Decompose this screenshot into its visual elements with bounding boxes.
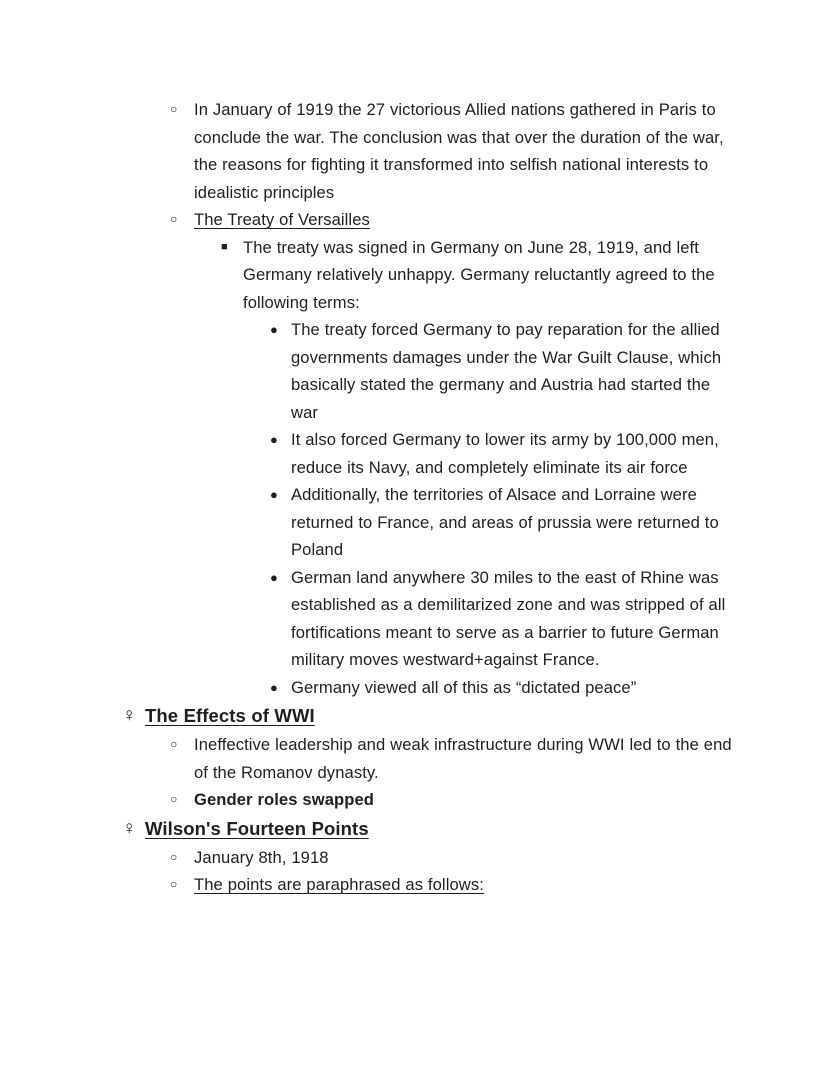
outline-bullet-text: The points are paraphrased as follows: <box>194 875 484 894</box>
outline-bullet-text: German land anywhere 30 miles to the east of Rhine was established as a demilitarized zone and was stripped of all fortifications meant to serve as a barrier to future German military moves westward+against France. <box>291 567 726 669</box>
outline-bullet-text: In January of 1919 the 27 victorious Allied nations gathered in Paris to conclude the war. The conclusion was that over the duration of the war, the reasons for fighting it transformed into selfish national interests to idealistic principles <box>194 100 724 202</box>
outline-heading-text: Wilson's Fourteen Points <box>145 817 369 839</box>
outline-bullet-row <box>0 234 828 317</box>
circle-bullet-icon: ○ <box>170 102 178 116</box>
outline-bullet-text: The Treaty of Versailles <box>194 210 370 229</box>
outline-bullet-row <box>0 786 828 814</box>
outline-bullet-text: Gender roles swapped <box>194 790 374 809</box>
outline-bullet-row <box>0 96 828 206</box>
notes-outline <box>0 96 828 899</box>
outline-bullet-row <box>0 206 828 234</box>
outline-bullet-row <box>0 564 828 674</box>
circle-bullet-icon: ○ <box>170 792 178 806</box>
outline-bullet-row <box>0 316 828 426</box>
outline-heading-row <box>0 701 828 731</box>
circle-bullet-icon: ○ <box>170 737 178 751</box>
square-bullet-icon: ■ <box>221 240 228 253</box>
outline-bullet-text: Ineffective leadership and weak infrastructure during WWI led to the end of the Romanov dynasty. <box>194 735 732 782</box>
disc-bullet-icon: ● <box>270 322 278 337</box>
outline-bullet-row <box>0 426 828 481</box>
outline-bullet-row <box>0 844 828 872</box>
disc-bullet-icon: ● <box>270 432 278 447</box>
circle-bullet-icon: ○ <box>170 849 178 864</box>
disc-bullet-icon: ● <box>270 679 278 695</box>
outline-bullet-row <box>0 731 828 786</box>
circle-bullet-icon: ○ <box>170 212 178 226</box>
outline-bullet-row <box>0 674 828 702</box>
outline-bullet-text: The treaty was signed in Germany on June 28, 1919, and left Germany relatively unhappy. Germany reluctantly agreed to the following terms: <box>243 237 715 312</box>
outline-bullet-text: The treaty forced Germany to pay reparation for the allied governments damages under the War Guilt Clause, which basically stated the germany and Austria had started the war <box>291 320 722 422</box>
outline-bullet-row <box>0 871 828 899</box>
outline-bullet-row <box>0 481 828 564</box>
outline-bullet-text: January 8th, 1918 <box>194 847 329 867</box>
outline-bullet-text: It also forced Germany to lower its army by 100,000 men, reduce its Navy, and completely eliminate its air force <box>291 430 719 477</box>
venus-bullet-icon: ♀ <box>122 817 137 839</box>
outline-heading-text: The Effects of WWI <box>145 705 315 726</box>
circle-bullet-icon: ○ <box>170 877 178 891</box>
outline-bullet-text: Germany viewed all of this as “dictated peace” <box>291 677 637 697</box>
disc-bullet-icon: ● <box>270 487 278 502</box>
outline-heading-row <box>0 814 828 844</box>
outline-bullet-text: Additionally, the territories of Alsace and Lorraine were returned to France, and areas of prussia were returned to Poland <box>291 485 719 559</box>
venus-bullet-icon: ♀ <box>122 705 137 726</box>
disc-bullet-icon: ● <box>270 569 278 585</box>
